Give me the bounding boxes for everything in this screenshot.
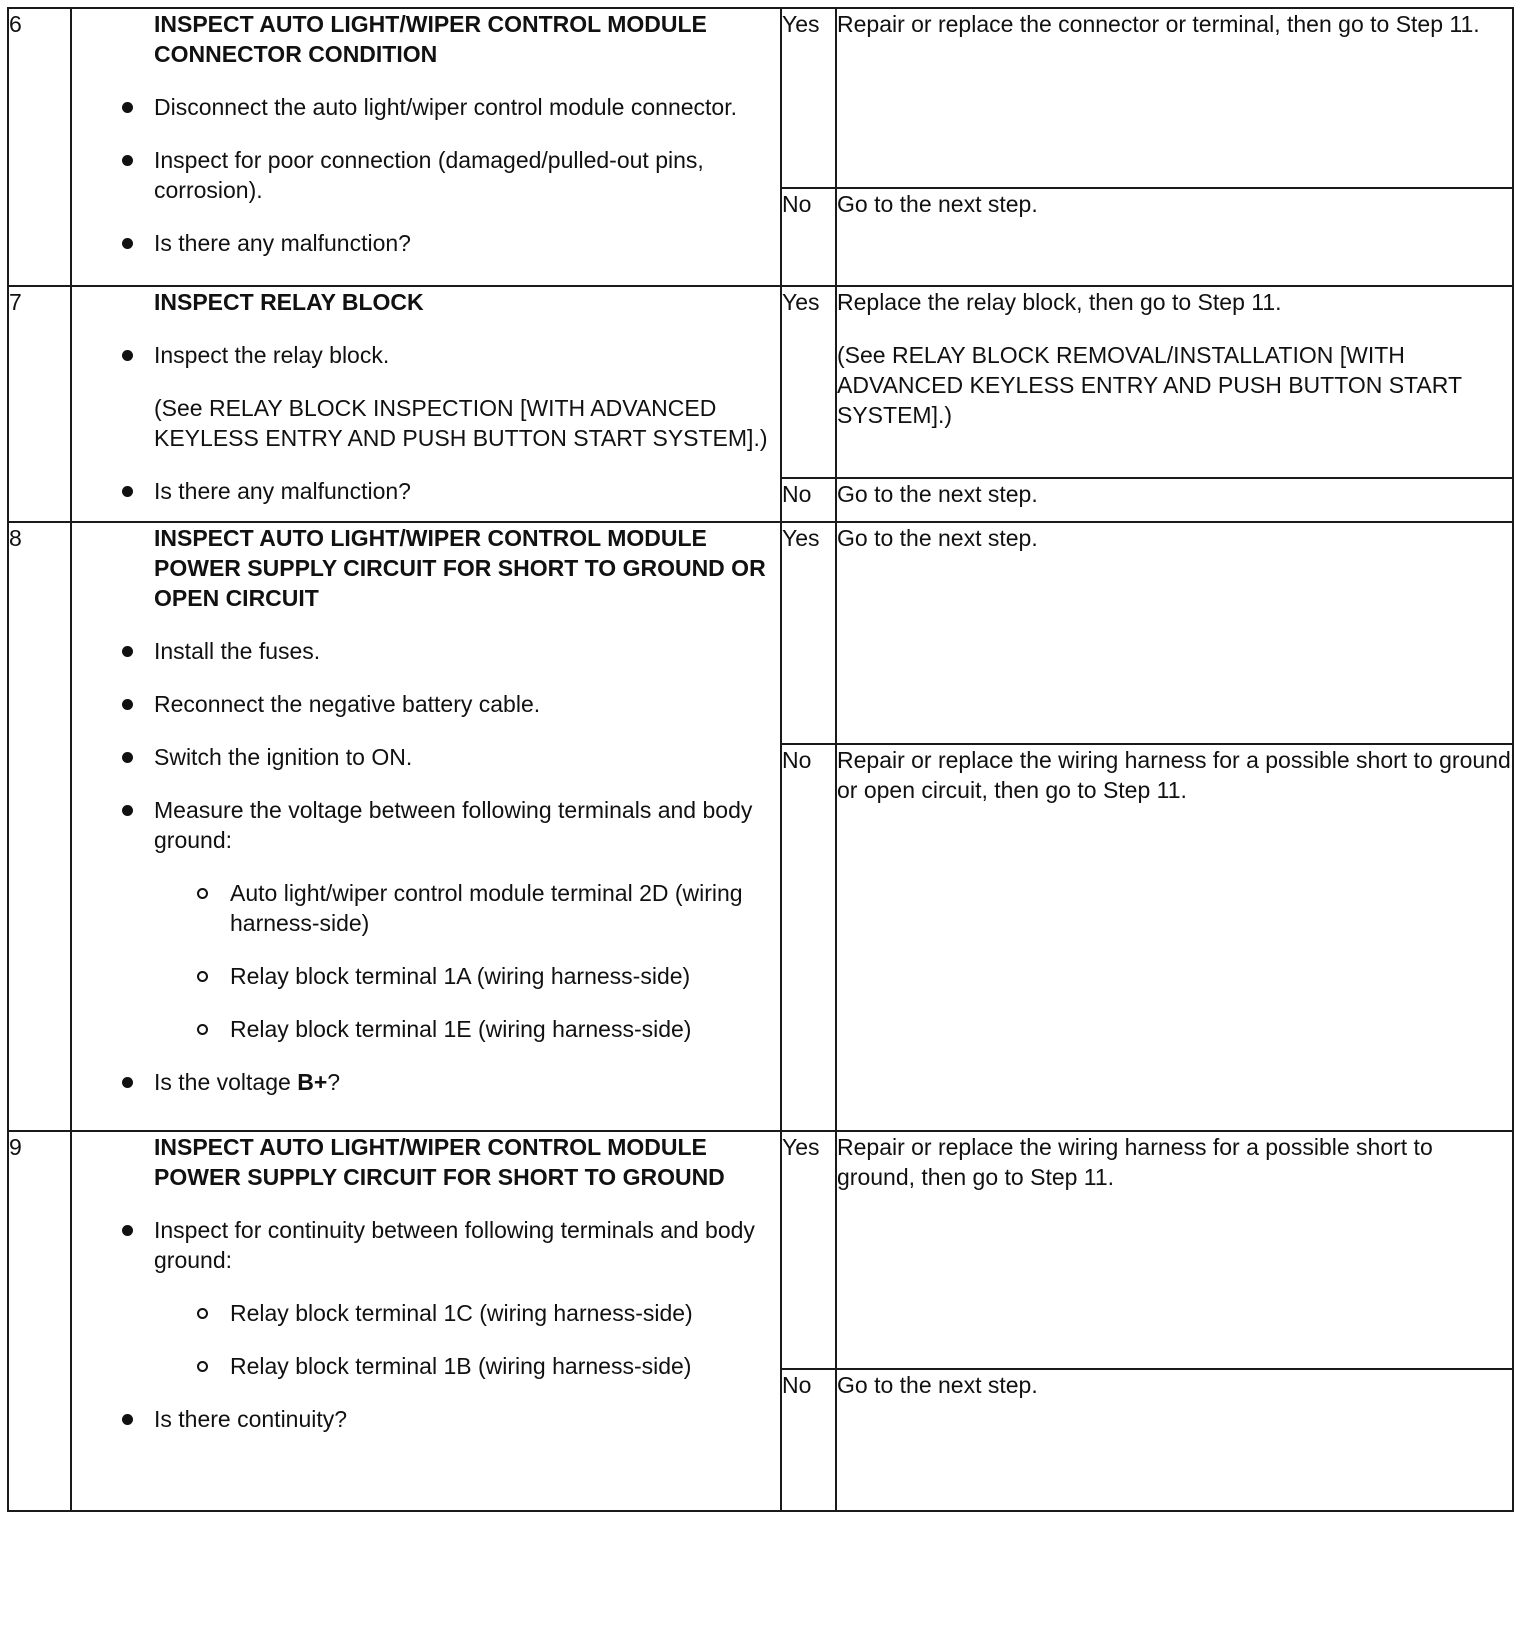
step-row-yes (8, 286, 1513, 478)
result-no-label: No (781, 188, 836, 286)
bullet-item: Inspect the relay block. (154, 340, 780, 370)
result-yes-label: Yes (781, 286, 836, 478)
step-number: 9 (8, 1131, 71, 1511)
step-title: INSPECT AUTO LIGHT/WIPER CONTROL MODULE POWER SUPPLY CIRCUIT FOR SHORT TO GROUND (154, 1134, 725, 1190)
result-yes-label: Yes (781, 522, 836, 744)
bullet-question: Is there any malfunction? (154, 476, 780, 506)
sub-item: Relay block terminal 1B (wiring harness-side) (230, 1351, 780, 1381)
step-title: INSPECT AUTO LIGHT/WIPER CONTROL MODULE POWER SUPPLY CIRCUIT FOR SHORT TO GROUND OR OPEN CIRCUIT (154, 525, 766, 611)
sub-item: Relay block terminal 1E (wiring harness-side) (230, 1014, 780, 1044)
result-no-label: No (781, 744, 836, 1131)
result-yes-action: Repair or replace the wiring harness for a possible short to ground, then go to Step 11. (836, 1131, 1513, 1369)
result-yes-cell (836, 286, 1513, 478)
result-yes-action: Repair or replace the connector or terminal, then go to Step 11. (836, 8, 1513, 188)
step-action-cell (71, 286, 781, 522)
question-suffix: ? (327, 1069, 341, 1095)
step-row-yes (8, 522, 1513, 744)
result-no-action: Repair or replace the wiring harness for a possible short to ground or open circuit, then go to Step 11. (836, 744, 1513, 1131)
step-row-yes (8, 8, 1513, 188)
result-yes-action: Replace the relay block, then go to Step 11. (837, 289, 1282, 315)
bullet-item: Switch the ignition to ON. (154, 742, 780, 772)
step-action-cell (71, 1131, 781, 1511)
reference-link[interactable]: (See RELAY BLOCK INSPECTION [WITH ADVANCED KEYLESS ENTRY AND PUSH BUTTON START SYSTEM].) (154, 395, 768, 451)
diagnostic-table (7, 7, 1514, 1512)
sub-item: Relay block terminal 1A (wiring harness-side) (230, 961, 780, 991)
result-no-action: Go to the next step. (836, 478, 1513, 522)
result-yes-label: Yes (781, 1131, 836, 1369)
bullet-question (154, 1067, 780, 1097)
bullet-item: Inspect for continuity between following terminals and body ground: (154, 1215, 780, 1275)
result-no-label: No (781, 478, 836, 522)
bullet-item: Inspect for poor connection (damaged/pulled-out pins, corrosion). (154, 145, 780, 205)
result-no-label: No (781, 1369, 836, 1511)
step-action-cell (71, 8, 781, 286)
reference-link[interactable]: (See RELAY BLOCK REMOVAL/INSTALLATION [WITH ADVANCED KEYLESS ENTRY AND PUSH BUTTON START SYSTEM].) (837, 342, 1462, 428)
bullet-item: Install the fuses. (154, 636, 780, 666)
step-action-cell (71, 522, 781, 1131)
step-title: INSPECT RELAY BLOCK (154, 289, 424, 315)
sub-item: Relay block terminal 1C (wiring harness-side) (230, 1298, 780, 1328)
result-no-action: Go to the next step. (836, 188, 1513, 286)
step-row-yes (8, 1131, 1513, 1369)
bullet-question: Is there continuity? (154, 1404, 780, 1434)
result-yes-action: Go to the next step. (836, 522, 1513, 744)
bullet-item: Reconnect the negative battery cable. (154, 689, 780, 719)
bullet-item: Disconnect the auto light/wiper control module connector. (154, 92, 780, 122)
step-number: 8 (8, 522, 71, 1131)
bullet-item: Measure the voltage between following terminals and body ground: (154, 795, 780, 855)
step-number: 7 (8, 286, 71, 522)
question-prefix: Is the voltage (154, 1069, 298, 1095)
result-yes-label: Yes (781, 8, 836, 188)
step-title: INSPECT AUTO LIGHT/WIPER CONTROL MODULE CONNECTOR CONDITION (154, 11, 707, 67)
bullet-question: Is there any malfunction? (154, 228, 780, 258)
step-number: 6 (8, 8, 71, 286)
result-no-action: Go to the next step. (836, 1369, 1513, 1511)
voltage-value: B+ (297, 1069, 328, 1095)
sub-item: Auto light/wiper control module terminal 2D (wiring harness-side) (230, 878, 780, 938)
